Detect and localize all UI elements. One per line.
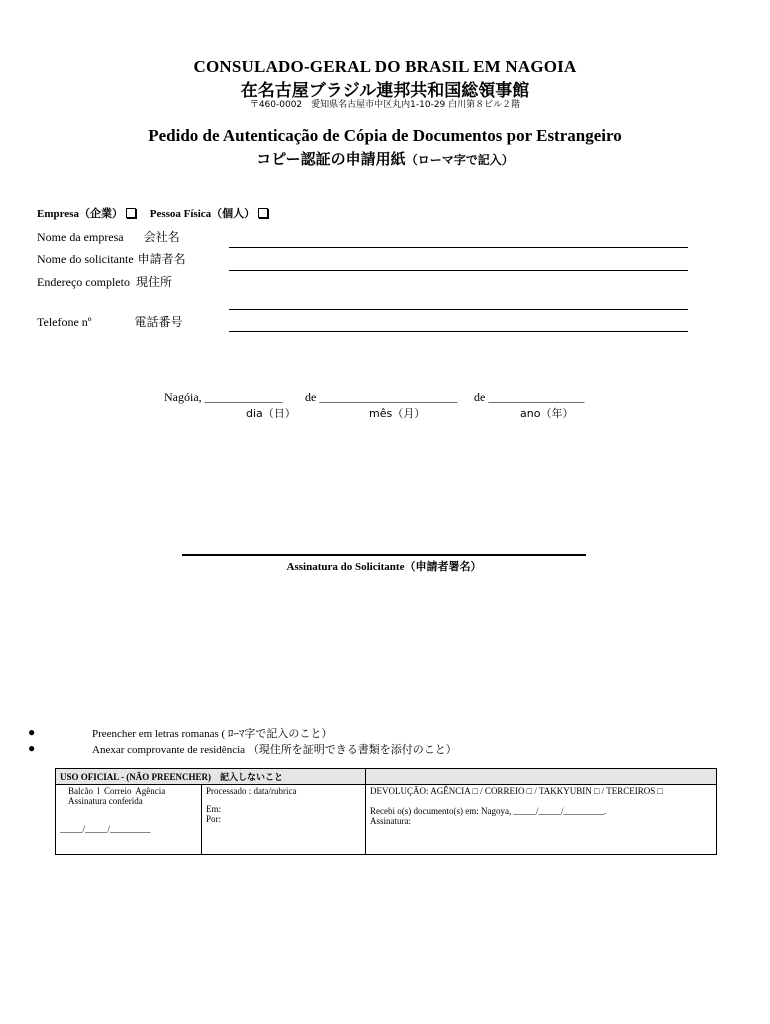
note-residence-proof: Anexar comprovante de residência （現住所を証明できる書類を添付のこと） — [92, 744, 457, 756]
office-date-blank: _____/_____/_________ — [60, 824, 151, 834]
office-received-line: Recebi o(s) documento(s) em: Nagoya, _____/_____/_________. — [370, 806, 607, 816]
signature-line[interactable] — [182, 554, 586, 556]
office-use-header-blank — [366, 769, 717, 785]
date-month-field[interactable]: de _______________________ — [305, 390, 458, 404]
office-counter-options: Balcão l Correio Agência — [68, 786, 166, 796]
office-por-label: Por: — [206, 814, 222, 824]
office-use-header: USO OFICIAL - (NÃO PREENCHER) 記入しないこと — [56, 769, 366, 785]
bullet-icon: ● — [28, 741, 36, 755]
phone-label — [37, 313, 183, 330]
applicant-name-input-line[interactable] — [229, 270, 688, 271]
signature-label: Assinatura do Solicitante（申請者署名） — [286, 561, 482, 573]
office-return-options: DEVOLUÇÃO: AGÊNCIA □ / CORREIO □ / TAKKYUBIN □ / TERCEIROS □ — [370, 786, 663, 796]
company-label: Empresa — [37, 208, 79, 220]
form-title-jp-note: （ローマ字で記入） — [405, 153, 514, 167]
office-use-table — [55, 768, 717, 855]
company-label-jp: （企業） — [78, 207, 123, 220]
address-label — [37, 273, 172, 290]
office-em-label: Em: — [206, 804, 221, 814]
office-processed-label: Processado : data/rubrica — [206, 786, 297, 796]
applicant-type-row — [37, 205, 271, 221]
person-checkbox[interactable] — [258, 208, 268, 218]
company-name-jp: 会社名 — [143, 230, 180, 244]
company-checkbox[interactable] — [126, 208, 136, 218]
office-counter-cell — [56, 785, 202, 855]
company-name-text: Nome da empresa — [37, 230, 124, 244]
company-name-label — [37, 228, 180, 245]
phone-text: Telefone nº — [37, 315, 92, 329]
applicant-name-text: Nome do solicitante — [37, 252, 134, 266]
address-text: Endereço completo — [37, 275, 130, 289]
address-input-line[interactable] — [229, 309, 688, 310]
date-month-label: mês（月） — [369, 407, 426, 420]
person-label: Pessoa Física — [149, 208, 212, 220]
company-name-input-line[interactable] — [229, 247, 688, 248]
phone-input-line[interactable] — [229, 331, 688, 332]
note-romanize: Preencher em letras romanas ( ﾛｰﾏ字で記入のこと） — [92, 728, 333, 740]
date-year-field[interactable]: de ________________ — [474, 390, 585, 404]
form-title: Pedido de Autenticação de Cópia de Documentos por Estrangeiro — [148, 126, 622, 145]
office-processed-cell — [202, 785, 366, 855]
office-return-cell — [366, 785, 717, 855]
applicant-name-label — [37, 250, 186, 267]
date-city[interactable]: Nagóia, _____________ — [164, 390, 283, 404]
consulate-address: 〒460-0002 愛知県名古屋市中区丸内1-10-29 白川第８ビル２階 — [249, 100, 521, 110]
date-day-label: dia（日） — [246, 407, 296, 420]
form-title-jp — [0, 148, 770, 169]
applicant-name-jp: 申請者名 — [137, 252, 186, 266]
consulate-title: CONSULADO-GERAL DO BRASIL EM NAGOIA — [193, 57, 577, 76]
phone-jp: 電話番号 — [134, 315, 183, 329]
form-title-jp-main: コピー認証の申請用紙 — [256, 150, 406, 168]
person-label-jp: （個人） — [211, 207, 256, 220]
office-signature-checked: Assinatura conferida — [68, 796, 143, 806]
address-jp: 現住所 — [135, 275, 172, 289]
date-year-label: ano（年） — [520, 407, 574, 420]
consulate-title-jp: 在名古屋ブラジル連邦共和国総領事館 — [240, 81, 530, 101]
bullet-icon: ● — [28, 725, 36, 739]
office-signature-label: Assinatura: — [370, 816, 411, 826]
